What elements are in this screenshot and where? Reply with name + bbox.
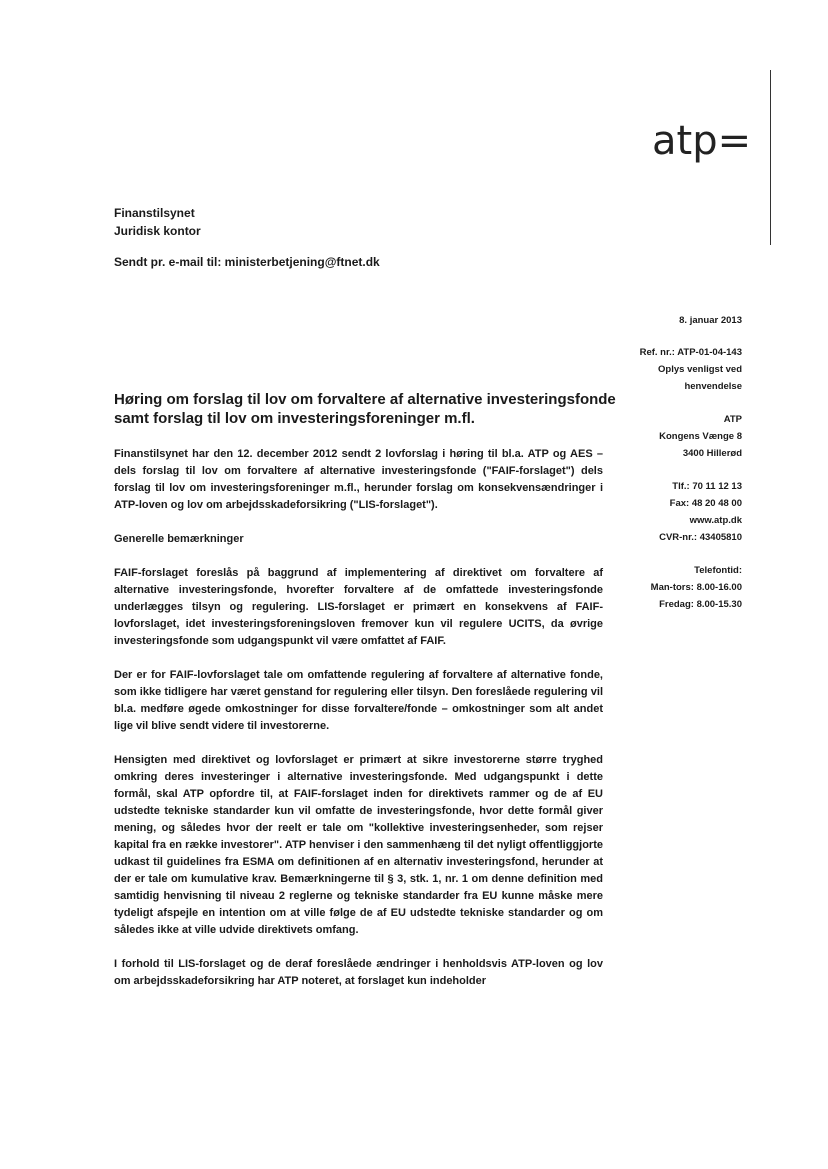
- sender-street: Kongens Vænge 8: [659, 431, 742, 442]
- section-heading: Generelle bemærkninger: [114, 533, 244, 545]
- sender-cvr: CVR-nr.: 43405810: [659, 532, 742, 543]
- recipient-block: [114, 204, 201, 240]
- letter-body: [114, 446, 603, 1007]
- recipient-name: Finanstilsynet: [114, 206, 195, 220]
- paragraph-regulation: Der er for FAIF-lovforslaget tale om omfattende regulering af forvaltere af alternative fonde, som ikke tidligere har været genstand for regulering eller tilsyn. Den foreslåede regulering vil bl.a. medføre øgede omkostninger for disse forvaltere/fonde – omkostninger som alt andet lige vil blive sendt videre til investorerne.: [114, 669, 603, 732]
- sender-org: ATP: [723, 414, 742, 425]
- sender-fax: Fax: 48 20 48 00: [669, 498, 742, 509]
- reference-number: Ref. nr.: ATP-01-04-143: [639, 347, 742, 358]
- paragraph-faif: FAIF-forslaget foreslås på baggrund af implementering af direktivet om forvaltere af alternative investeringsfonde, hvorefter forvaltere af de omfattede investeringsfonde underlægges tilsyn og regulering. LIS-forslaget er primært en konsekvens af FAIF-lovforslaget, idet investeringsforeningsloven fremover kun vil regulere UCITS, da øvrige investeringsfonde som udgangspunkt vil være omfattet af FAIF.: [114, 567, 603, 647]
- paragraph-purpose: Hensigten med direktivet og lovforslaget er primært at sikre investorerne større tryghed omkring deres investeringer i alternative investeringsfonde. Med udgangspunkt i dette formål, skal ATP opfordre til, at FAIF-forslaget inden for direktivets rammer og de af EU udstedte tekniske standarder kun vil omfatte de investeringsfonde, hvor dette formål giver mening, og således hvor der reelt er tale om "kollektive investeringsenheder, som rejser kapital fra en række investorer". ATP henviser i den sammenhæng til det nyligt offentliggjorte udkast til guidelines fra ESMA om definitionen af en alternativ investeringsfond, herunder at der er tale om kumulative krav. Bemærkningerne til § 3, stk. 1, nr. 1 om denne definition med samtidig henvisning til niveau 2 reglerne og tekniske standarder fra EU kunne måske mere tydeligt afspejle en intention om at ville følge de af EU udstedte tekniske standarder og om således ikke at ville udvide direktivets omfang.: [114, 754, 603, 936]
- atp-logo: atp=: [652, 118, 752, 164]
- paragraph-lis: I forhold til LIS-forslaget og de deraf foreslåede ændringer i henholdsvis ATP-loven og lov om arbejdsskadeforsikring har ATP noteret, at forslaget kun indeholder: [114, 958, 603, 987]
- sender-city: 3400 Hillerød: [682, 448, 742, 459]
- sender-website: www.atp.dk: [689, 515, 742, 526]
- paragraph-intro: Finanstilsynet har den 12. december 2012 sendt 2 lovforslag i høring til bl.a. ATP og AES – dels forslag til lov om forvaltere af alternative investeringsfonde ("FAIF-forslaget") dels forslag til lov om investeringsforeninger m.fl., herunder forslag om konsekvensændringer i ATP-loven og lov om arbejdsskadeforsikring ("LIS-forslaget").: [114, 448, 603, 511]
- reference-note-2: henvendelse: [684, 381, 742, 392]
- letter-date: 8. januar 2013: [679, 315, 742, 326]
- phone-hours-weekdays: Man-tors: 8.00-16.00: [650, 582, 742, 593]
- reference-note-1: Oplys venligst ved: [658, 364, 742, 375]
- sender-phone: Tlf.: 70 11 12 13: [672, 481, 742, 492]
- phone-hours-friday: Fredag: 8.00-15.30: [659, 599, 742, 610]
- letter-title: Høring om forslag til lov om forvaltere af alternative investeringsfonde samt forslag til lov om investeringsforeninger m.fl.: [114, 391, 616, 427]
- sent-by-email: Sendt pr. e-mail til: ministerbetjening@ftnet.dk: [114, 255, 380, 269]
- recipient-department: Juridisk kontor: [114, 224, 201, 238]
- margin-rule: [770, 70, 771, 245]
- phone-hours-label: Telefontid:: [694, 565, 742, 576]
